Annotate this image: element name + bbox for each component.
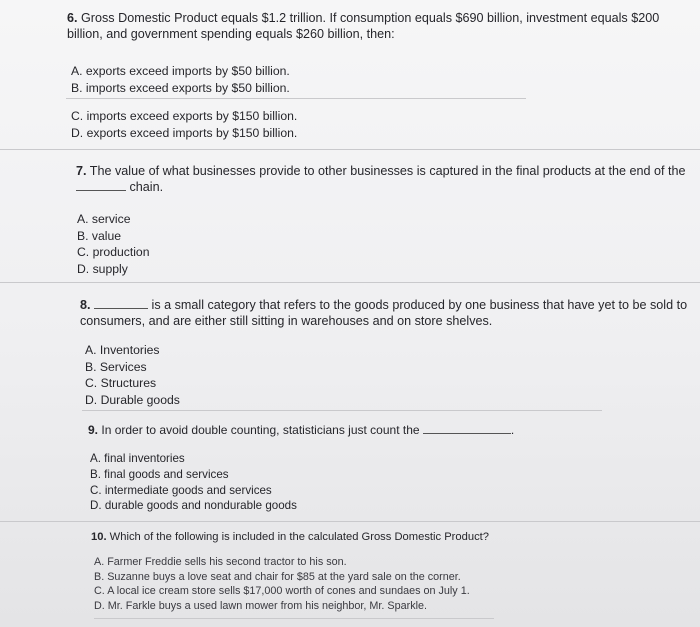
divider [94,618,494,619]
option-9b: B. final goods and services [90,467,229,481]
option-9d: D. durable goods and nondurable goods [90,499,297,513]
divider [0,282,700,283]
question-8-text-line1: is a small category that refers to the goods produced by one business that have yet to be sold to [151,298,688,312]
question-6-options-cont [71,108,297,141]
divider [66,98,526,99]
question-10-stem [91,529,700,545]
answer-blank [76,190,126,191]
question-7-text-line2: chain. [129,180,164,194]
option-8c: C. Structures [85,376,157,390]
question-6-number: 6. [67,11,78,25]
question-9-end: . [510,423,515,437]
divider [0,149,700,150]
question-9-stem [88,422,700,438]
option-7b: B. value [77,228,122,243]
divider [0,521,700,522]
divider [82,410,602,411]
question-6-options [71,63,290,96]
option-7a: A. service [77,212,131,226]
question-6-stem [67,10,700,42]
question-8-stem [80,297,700,329]
option-10b: B. Suzanne buys a love seat and chair for $85 at the yard sale on the corner. [94,570,461,583]
answer-blank [423,433,511,434]
option-6b: B. imports exceed exports by $50 billion. [71,80,290,95]
question-7-number: 7. [76,164,87,178]
question-10-number: 10. [91,531,107,543]
option-8a: A. Inventories [85,343,160,357]
option-8d: D. Durable goods [85,392,180,407]
question-10-options [94,555,470,613]
question-7-options [77,211,150,277]
option-6a: A. exports exceed imports by $50 billion. [71,64,290,78]
option-10d: D. Mr. Farkle buys a used lawn mower from his neighbor, Mr. Sparkle. [94,599,428,612]
question-9-number: 9. [88,423,99,437]
option-7d: D. supply [77,261,128,276]
question-6-text-line2: billion, and government spending equals $260 billion, then: [67,27,395,41]
option-7c: C. production [77,245,150,259]
question-10-text-line1: Which of the following is included in the calculated Gross Domestic Product? [109,531,489,543]
option-9a: A. final inventories [90,452,185,465]
question-8 [80,297,700,329]
question-8-number: 8. [80,298,91,312]
question-7-stem [76,163,700,195]
option-10a: A. Farmer Freddie sells his second tractor to his son. [94,556,347,568]
option-8b: B. Services [85,359,147,374]
question-8-options [85,342,180,408]
question-7-text-line1: The value of what businesses provide to other businesses is captured in the final products at the end of the [89,164,686,178]
question-9-text-line1: In order to avoid double counting, statisticians just count the [101,423,420,437]
answer-blank [94,308,148,309]
option-6c: C. imports exceed exports by $150 billion. [71,109,298,123]
question-6-text-line1: Gross Domestic Product equals $1.2 trillion. If consumption equals $690 billion, investment equals $200 [81,11,660,25]
question-7 [76,163,700,195]
option-10c: C. A local ice cream store sells $17,000 worth of cones and sundaes on July 1. [94,585,470,598]
option-6d: D. exports exceed imports by $150 billion. [71,125,298,140]
question-8-text-line2: consumers, and are either still sitting in warehouses and on store shelves. [80,314,493,328]
question-6 [67,10,700,42]
question-10 [91,529,700,545]
question-9-options [90,451,297,514]
question-9 [88,422,700,438]
option-9c: C. intermediate goods and services [90,483,272,497]
